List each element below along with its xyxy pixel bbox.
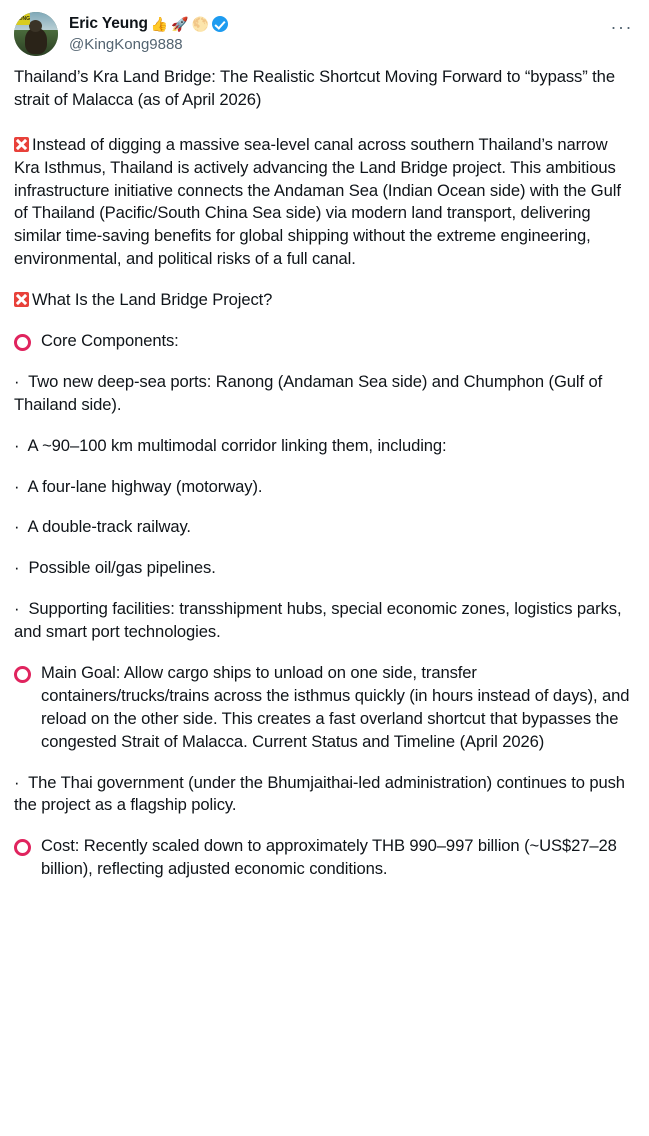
post-paragraph: · A four-lane highway (motorway). xyxy=(14,476,263,496)
list-item xyxy=(14,835,635,881)
rocket-icon: 🚀 xyxy=(171,15,189,32)
list-item-text: Core Components: xyxy=(41,331,179,351)
post-paragraph: · Supporting facilities: transshipment hubs, special economic zones, logistics parks, and smart port technologies. xyxy=(14,599,627,642)
post-paragraph: Thailand’s Kra Land Bridge: The Realistic Shortcut Moving Forward to “bypass” the strait of Malacca (as of April 2026) xyxy=(14,67,620,109)
post-paragraph xyxy=(14,134,635,271)
list-item xyxy=(14,662,635,754)
post-paragraph: · A double-track railway. xyxy=(14,517,191,537)
cross-mark-icon xyxy=(14,137,29,152)
list-item-text: Main Goal: Allow cargo ships to unload on one side, transfer containers/trucks/trains across the isthmus quickly (in hours instead of days), and reload on the other side. This creates a fast overland shortcut that bypasses the congested Strait of Malacca. Current Status and Timeline (April 2026) xyxy=(41,663,630,751)
post-paragraph: · The Thai government (under the Bhumjaithai-led administration) continues to push the project as a flagship policy. xyxy=(14,772,630,815)
red-circle-icon xyxy=(14,666,31,683)
author-name-row xyxy=(69,16,228,32)
avatar-head xyxy=(29,20,42,32)
post-paragraph-text: Instead of digging a massive sea-level canal across southern Thailand’s narrow Kra Isthmus, Thailand is actively advancing the Land Bridge project. This ambitious infrastructure initiative connects the Andaman Sea (Indian Ocean side) with the Gulf of Thailand (Pacific/South China Sea side) via modern land transport, delivering similar time-saving benefits for global shipping without the extreme engineering, environmental, and political risks of a full canal. xyxy=(14,134,626,269)
post-paragraph xyxy=(14,289,635,312)
cross-mark-icon xyxy=(14,292,29,307)
post-paragraph: · Possible oil/gas pipelines. xyxy=(14,558,216,578)
red-circle-icon xyxy=(14,839,31,856)
full-moon-icon: 🌕 xyxy=(191,15,210,32)
author-handle[interactable]: @KingKong9888 xyxy=(69,35,183,53)
list-item xyxy=(14,330,635,353)
post-header xyxy=(14,10,635,66)
author-identity xyxy=(69,12,228,56)
post-paragraph: · A ~90–100 km multimodal corridor linking them, including: xyxy=(14,435,447,455)
author-display-name[interactable]: Eric Yeung xyxy=(69,14,148,32)
more-options-icon[interactable]: ··· xyxy=(610,17,633,37)
red-circle-icon xyxy=(14,334,31,351)
post-paragraph-text: What Is the Land Bridge Project? xyxy=(32,290,273,310)
list-item-text: Cost: Recently scaled down to approximately THB 990–997 billion (~US$27–28 billion), reflecting adjusted economic conditions. xyxy=(41,836,617,879)
avatar-badge-label: KONG xyxy=(15,13,30,25)
post-body xyxy=(14,66,635,881)
thumbs-up-icon: 👍 xyxy=(150,15,169,32)
verified-badge-icon xyxy=(212,16,228,32)
post-paragraph: · Two new deep-sea ports: Ranong (Andaman Sea side) and Chumphon (Gulf of Thailand side). xyxy=(14,371,607,414)
avatar[interactable] xyxy=(14,12,58,56)
